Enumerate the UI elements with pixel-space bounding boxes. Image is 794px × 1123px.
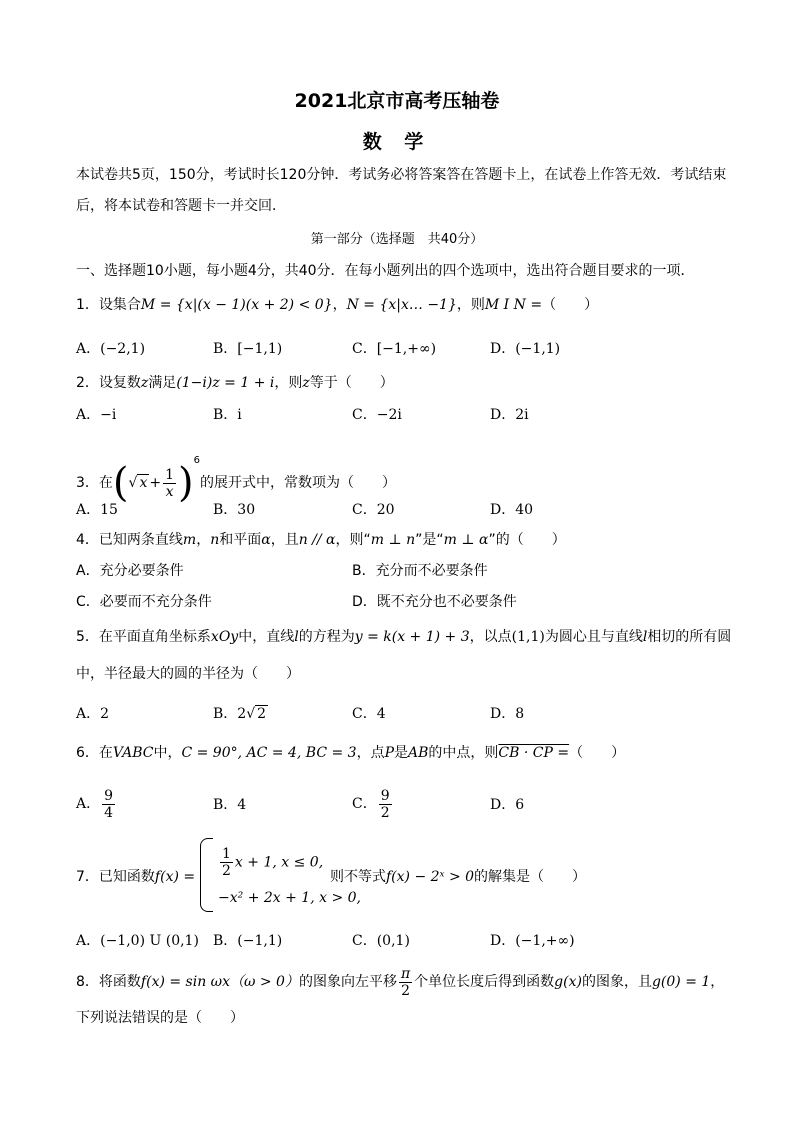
q7-inequality: f(x) − 2ˣ > 0	[386, 869, 475, 885]
q1-tail: ，则	[456, 297, 485, 313]
q5-point: (1,1)	[511, 629, 545, 645]
q5-text-d: ，以点	[469, 629, 512, 645]
question-2	[76, 370, 394, 396]
q1-option-b: B．[−1,1)	[213, 341, 283, 357]
q2-eq: (1−i)z = 1 + i	[176, 375, 275, 391]
q4-text-a: 4．已知两条直线	[76, 532, 183, 548]
q5-text-c: 的方程为	[298, 629, 355, 645]
subject-title: 数 学	[362, 131, 432, 153]
q5-text-b: 中，直线	[238, 629, 295, 645]
q8-gx: g(x)	[554, 974, 582, 990]
q5-text-a: 5．在平面直角坐标系	[76, 629, 211, 645]
q4-n: n	[210, 532, 220, 548]
q7-prefix: 7．已知函数	[76, 869, 155, 885]
q2-option-c: C．−2i	[352, 407, 402, 423]
q5-l2: l	[642, 629, 648, 645]
q3-sqrt: √ x	[128, 475, 148, 491]
q6-triangle: VABC	[112, 745, 154, 761]
q6-paren: （ ）	[569, 745, 626, 761]
exam-title: 2021北京市高考压轴卷	[294, 90, 500, 112]
part1-heading: 第一部分（选择题 共40分）	[310, 232, 484, 247]
q4-option-c: C．必要而不充分条件	[76, 594, 212, 610]
question-3	[76, 438, 396, 506]
q2-tail: ，则	[274, 375, 303, 391]
q8-fraction: $\frac{\pi}{2}$	[400, 965, 411, 999]
q1-sep: ，	[332, 297, 347, 313]
q4-option-d: D．既不充分也不必要条件	[352, 594, 517, 610]
q4-text-e: ”是“	[415, 532, 444, 548]
q8-text-e: ，	[710, 974, 725, 990]
q2-mid: 满足	[148, 375, 177, 391]
q5-xoy: xOy	[210, 629, 239, 645]
q1-prefix: 1．设集合	[76, 297, 141, 313]
q4-m: m	[182, 532, 197, 548]
q2-z: z	[140, 375, 149, 391]
q4-text-d: ，则“	[335, 532, 371, 548]
q2-option-b: B．i	[213, 407, 242, 423]
q4-comma: ，	[196, 532, 211, 548]
q7-option-b: B．(−1,1)	[213, 933, 283, 949]
q6-option-b: B．4	[213, 797, 247, 813]
q8-line-2: 下列说法错误的是（ ）	[76, 1010, 244, 1026]
q4-text-b: 和平面	[219, 532, 262, 548]
q8-text-b: 的图象向左平移	[298, 974, 397, 990]
q3-tail: 的展开式中，常数项为（ ）	[200, 475, 396, 491]
q8-text-d: 的图象，且	[581, 974, 652, 990]
question-6	[76, 740, 625, 766]
q3-exponent: 6	[193, 455, 200, 466]
q3-plus: +	[149, 475, 162, 491]
q8-g0: g(0) = 1	[651, 974, 711, 990]
q6-option-c: C． $\frac{9}{2}$	[352, 787, 390, 821]
q6-text-e: 的中点，则	[428, 745, 499, 761]
q7-option-c: C．(0,1)	[352, 933, 410, 949]
q6-option-a: A． $\frac{9}{4}$	[76, 787, 114, 821]
q6-option-d: D．6	[490, 797, 525, 813]
q3-option-c: C．20	[352, 502, 395, 518]
q1-set-n: N = {x|x… −1}	[346, 297, 457, 313]
q3-prefix: 3．在	[76, 475, 113, 491]
q8-text-c: 个单位长度后得到函数	[414, 974, 555, 990]
q6-text-a: 6．在	[76, 745, 113, 761]
q4-option-b: B．充分而不必要条件	[352, 563, 488, 579]
q3-close-paren: )	[178, 460, 194, 506]
q7-text-b: 则不等式	[330, 869, 386, 885]
q6-ab: AB	[408, 745, 429, 761]
q5-eq: y = k(x + 1) + 3	[354, 629, 470, 645]
q8-cond: （ω > 0）	[230, 974, 299, 990]
q2-option-d: D．2i	[490, 407, 529, 423]
q4-c2: m ⊥ α	[443, 532, 489, 548]
q7-rest	[330, 864, 586, 890]
q5-l: l	[294, 629, 299, 645]
question-8	[76, 960, 724, 1004]
q8-text-a: 8．将函数	[76, 974, 141, 990]
q7-text-c: 的解集是（ ）	[474, 869, 587, 885]
q1-paren: （ ）	[542, 297, 599, 313]
q1-expr: M I N =	[484, 297, 543, 313]
q2-end: 等于（ ）	[309, 375, 394, 391]
q5-text-f: 相切的所有圆	[647, 629, 732, 645]
q3-fraction: $\frac{1}{x}$	[165, 466, 175, 500]
q4-c1: m ⊥ n	[370, 532, 416, 548]
q5-text-e: 为圆心且与直线	[544, 629, 643, 645]
q5-option-d: D．8	[490, 706, 525, 722]
question-1	[76, 292, 598, 318]
q4-text-f: ”的（ ）	[488, 532, 566, 548]
q7-case-1: $\frac{1}{2}$ x + 1, x ≤ 0,	[222, 846, 324, 879]
question-5	[76, 624, 731, 650]
q5-option-a: A．2	[76, 706, 110, 722]
q4-alpha: α	[261, 532, 271, 548]
q7-option-d: D．(−1,+∞)	[490, 933, 575, 949]
q1-option-a: A．(−2,1)	[76, 341, 146, 357]
q2-option-a: A．−i	[76, 407, 117, 423]
q4-option-a: A．充分必要条件	[76, 563, 184, 579]
part1-instructions: 一、选择题10小题，每小题4分，共40分．在每小题列出的四个选项中，选出符合题目要求的一项．	[76, 263, 695, 279]
q5-option-b: B．2√ 2	[213, 706, 267, 722]
q1-option-c: C．[−1,+∞)	[352, 341, 437, 357]
q5-line-2: 中，半径最大的圆的半径为（ ）	[76, 666, 300, 682]
intro-line-2: 后，将本试卷和答题卡一并交回．	[76, 198, 286, 214]
q6-cond: C = 90°, AC = 4, BC = 3	[181, 745, 357, 761]
q5-option-c: C．4	[352, 706, 386, 722]
q3-option-b: B．30	[213, 502, 256, 518]
q6-text-b: 中，	[153, 745, 182, 761]
q1-set-m: M = {x|(x − 1)(x + 2) < 0}	[140, 297, 333, 313]
q3-option-a: A．15	[76, 502, 118, 518]
q7-option-a: A．(−1,0) U (0,1)	[76, 933, 199, 949]
q7-prefix-line	[76, 864, 195, 890]
q3-open-paren: (	[112, 460, 129, 506]
question-4	[76, 527, 566, 553]
q6-p: P	[384, 745, 394, 761]
q6-text-c: ，点	[356, 745, 385, 761]
q7-fx: f(x) =	[154, 869, 196, 885]
q3-option-d: D．40	[490, 502, 534, 518]
q2-z2: z	[302, 375, 310, 391]
q6-text-d: 是	[394, 745, 408, 761]
q1-option-d: D．(−1,1)	[490, 341, 561, 357]
q7-brace	[200, 838, 213, 912]
q4-text-c: ，且	[270, 532, 299, 548]
q6-dot-product: CB · CP =	[498, 745, 570, 761]
intro-line-1: 本试卷共5页，150分，考试时长120分钟．考试务必将答案答在答题卡上，在试卷上作答无效．考试结束	[76, 167, 727, 183]
q2-prefix: 2．设复数	[76, 375, 141, 391]
q4-cond: n // α	[298, 532, 336, 548]
q8-fx: f(x) = sin ωx	[140, 974, 230, 990]
q7-case-2: −x² + 2x + 1, x > 0,	[218, 890, 361, 906]
